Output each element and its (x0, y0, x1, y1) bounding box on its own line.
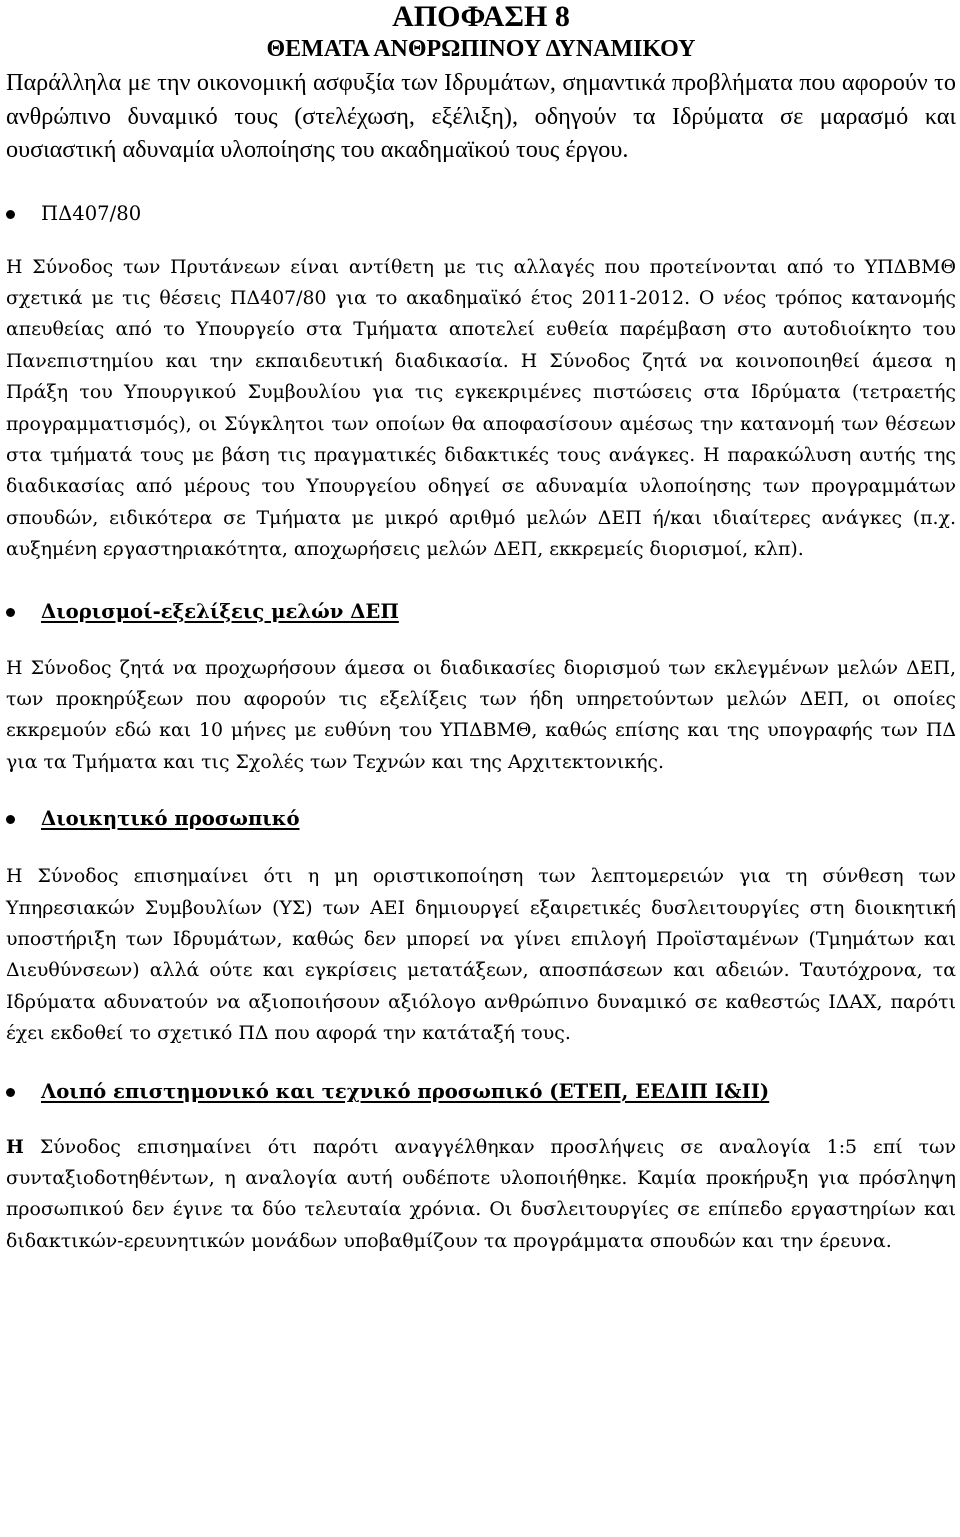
section-heading-text: Διορισμοί-εξελίξεις μελών ΔΕΠ (41, 599, 399, 623)
intro-paragraph: Παράλληλα με την οικονομική ασφυξία των Ιδρυμάτων, σημαντικά προβλήματα που αφορούν το ανθρώπινο δυναμικό τους (στελέχωση, εξέλιξη), οδηγούν τα Ιδρύματα σε μαρασμό και ουσιαστική αδυναμία υλοποίησης του ακαδημαϊκού τους έργου. (6, 69, 956, 163)
section-heading-text: Διοικητικό προσωπικό (41, 807, 300, 831)
decision-subtitle: ΘΕΜΑΤΑ ΑΝΘΡΩΠΙΝΟΥ ΔΥΝΑΜΙΚΟΥ (266, 36, 696, 62)
section-heading-text: Λοιπό επιστημονικό και τεχνικό προσωπικό (ΕΤΕΠ, ΕΕΔΙΠ Ι&ΙΙ) (41, 1079, 770, 1103)
section-heading-appointments (6, 598, 956, 626)
section-heading-administrative-staff (6, 805, 956, 833)
paragraph-text: Σύνοδος επισημαίνει ότι παρότι αναγγέλθηκαν προσλήψεις σε αναλογία 1:5 επί των συνταξιοδοτηθέντων, η αναλογία αυτή ουδέποτε υλοποιήθηκε. Καμία προκήρυξη για πρόσληψη προσωπικού δεν έγινε τα δύο τελευταία χρόνια. Οι δυσλειτουργίες σε επίπεδο εργαστηρίων και διδακτικών-ερευνητικών μονάδων υποβαθμίζουν τα προγράμματα σπουδών και την έρευνα. (6, 1135, 956, 1252)
paragraph-first-letter: Η (6, 1135, 24, 1158)
decision-title: ΑΠΟΦΑΣΗ 8 (392, 0, 570, 33)
section-paragraph-pd407: Η Σύνοδος των Πρυτάνεων είναι αντίθετη με τις αλλαγές που προτείνονται από το ΥΠΔΒΜΘ σχετικά με τις θέσεις ΠΔ407/80 για το ακαδημαϊκό έτος 2011-2012. Ο νέος τρόπος κατανομής απευθείας από το Υπουργείο στα Τμήματα αποτελεί ευθεία παρέμβαση στο αυτοδιοίκητο του Πανεπιστημίου και την εκπαιδευτική διαδικασία. Η Σύνοδος ζητά να κοινοποιηθεί άμεσα η Πράξη του Υπουργικού Συμβουλίου για τις εγκεκριμένες πιστώσεις στα Ιδρύματα (τετραετής προγραμματισμός), οι Σύγκλητοι των οποίων θα αποφασίσουν αμέσως την κατανομή των θέσεων στα τμήματά τους με βάση τις πραγματικές διδακτικές τους ανάγκες. Η παρακώλυση αυτής της διαδικασίας από μέρους του Υπουργείου οδηγεί σε αδυναμία υλοποίησης των προγραμμάτων σπουδών, ειδικότερα σε Τμήματα με μικρό αριθμό μελών ΔΕΠ ή/και ιδιαίτερες ανάγκες (π.χ. αυξημένη εργαστηριακότητα, αποχωρήσεις μελών ΔΕΠ, εκκρεμείς διορισμοί, κλπ). (6, 255, 956, 561)
section-heading-text: ΠΔ407/80 (41, 201, 142, 225)
bullet-icon (6, 608, 15, 617)
document-page (6, 0, 956, 1257)
section-paragraph-technical-staff (6, 1132, 956, 1258)
bullet-icon (6, 815, 15, 824)
bullet-icon (6, 1088, 15, 1097)
section-heading-pd407 (6, 200, 956, 228)
section-paragraph-administrative-staff: Η Σύνοδος επισημαίνει ότι η μη οριστικοποίηση των λεπτομερειών για τη σύνθεση των Υπηρεσιακών Συμβουλίων (ΥΣ) των ΑΕΙ δημιουργεί εξαιρετικές δυσλειτουργίες στη διοικητική υποστήριξη των Ιδρυμάτων, καθώς δεν μπορεί να γίνει επιλογή Προϊσταμένων (Τμημάτων και Διευθύνσεων) αλλά ούτε και εγκρίσεις μετατάξεων, αποσπάσεων και αδειών. Ταυτόχρονα, τα Ιδρύματα αδυνατούν να αξιοποιήσουν αξιόλογο ανθρώπινο δυναμικό σε καθεστώς ΙΔΑΧ, παρότι έχει εκδοθεί το σχετικό ΠΔ που αφορά την κατάταξή τους. (6, 865, 956, 1045)
section-heading-technical-staff (6, 1078, 956, 1106)
bullet-icon (6, 210, 15, 219)
section-paragraph-appointments: Η Σύνοδος ζητά να προχωρήσουν άμεσα οι διαδικασίες διορισμού των εκλεγμένων μελών ΔΕΠ, των προκηρύξεων που αφορούν τις εξελίξεις των ήδη υπηρετούντων μελών ΔΕΠ, οι οποίες εκκρεμούν εδώ και 10 μήνες με ευθύνη του ΥΠΔΒΜΘ, καθώς επίσης και της υπογραφής των ΠΔ για τα Τμήματα και τις Σχολές των Τεχνών και της Αρχιτεκτονικής. (6, 656, 956, 773)
